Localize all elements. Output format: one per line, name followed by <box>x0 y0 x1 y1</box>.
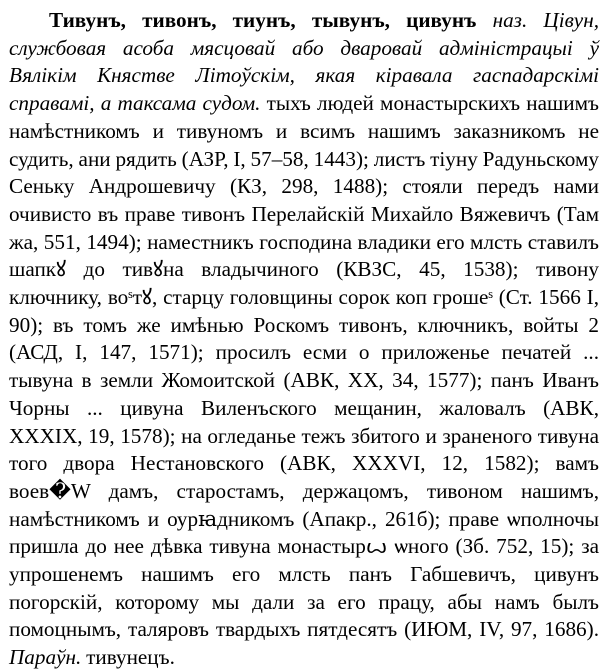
synonym-word: тивунецъ. <box>86 645 175 670</box>
synonym-label: Параўн. <box>9 645 82 670</box>
part-of-speech: наз. <box>492 8 528 32</box>
entry-citations: тыхъ людей монастырскихъ нашимъ намѣстникомъ и тивуномъ и всимъ нашимъ заказникомъ не судить, ани рядить (АЗР, I, 57–58, 1443); листъ тіуну Радуньскому Сеньку Андрошевичу (КЗ, 298, 1488); стояли передъ нами очивисто въ праве тивонъ Перелайскій Михайло Вяжевичъ (Там жа, 551, 1494); наместникъ господина владики его млсть ставилъ шапкꙋ до тивꙋна владычиного (КВЗС, 45, 1538); тивону ключнику, воˢтꙋ, старцу головщины сорок коп грошеˢ (Ст. 1566 I, 90); въ томъ же имѣнью Роскомъ тивонъ, ключникъ, войты 2 (АСД, I, 147, 1571); просилъ есми о приложенье печатей ... тывуна в земли Жомоитской (АВК, XX, 34, 1577); панъ Иванъ Чорны ... цивуна Виленъского мещанин, жаловалъ (АВК, XXXIX, 19, 1578); на огледанье тежъ збитого и зраненого тивуна того двора Нестановского (АВК, XXXVI, 12, 1582); вамъ воев�W дамъ, старостамъ, держацомъ, тивоном нашимъ, намѣстникомъ и оурꙗдникомъ (Апакр., 261б); праве ѡполночы пришла до нее дѣвка тивуна монастырꙍ ѡного (Зб. 752, 15); за упрошенемъ нашимъ его млсть панъ Габшевичъ, цивунъ погорскій, которому мы дали за его працу, абы намъ былъ помоцнымъ, таляровъ твардыхъ пятдесятъ (ИЮМ, IV, 97, 1686). <box>9 91 600 642</box>
entry-definition: Цівун, службовая асоба мясцовай або дваровай адміністрацыі ў Вялікім Княстве Літоўскім, якая кіравала гаспадарскімі справамі, а таксама судом. <box>9 8 600 116</box>
dictionary-entry <box>9 7 599 672</box>
entry-headword: Тивунъ, тивонъ, тиунъ, тывунъ, цивунъ <box>49 8 477 32</box>
